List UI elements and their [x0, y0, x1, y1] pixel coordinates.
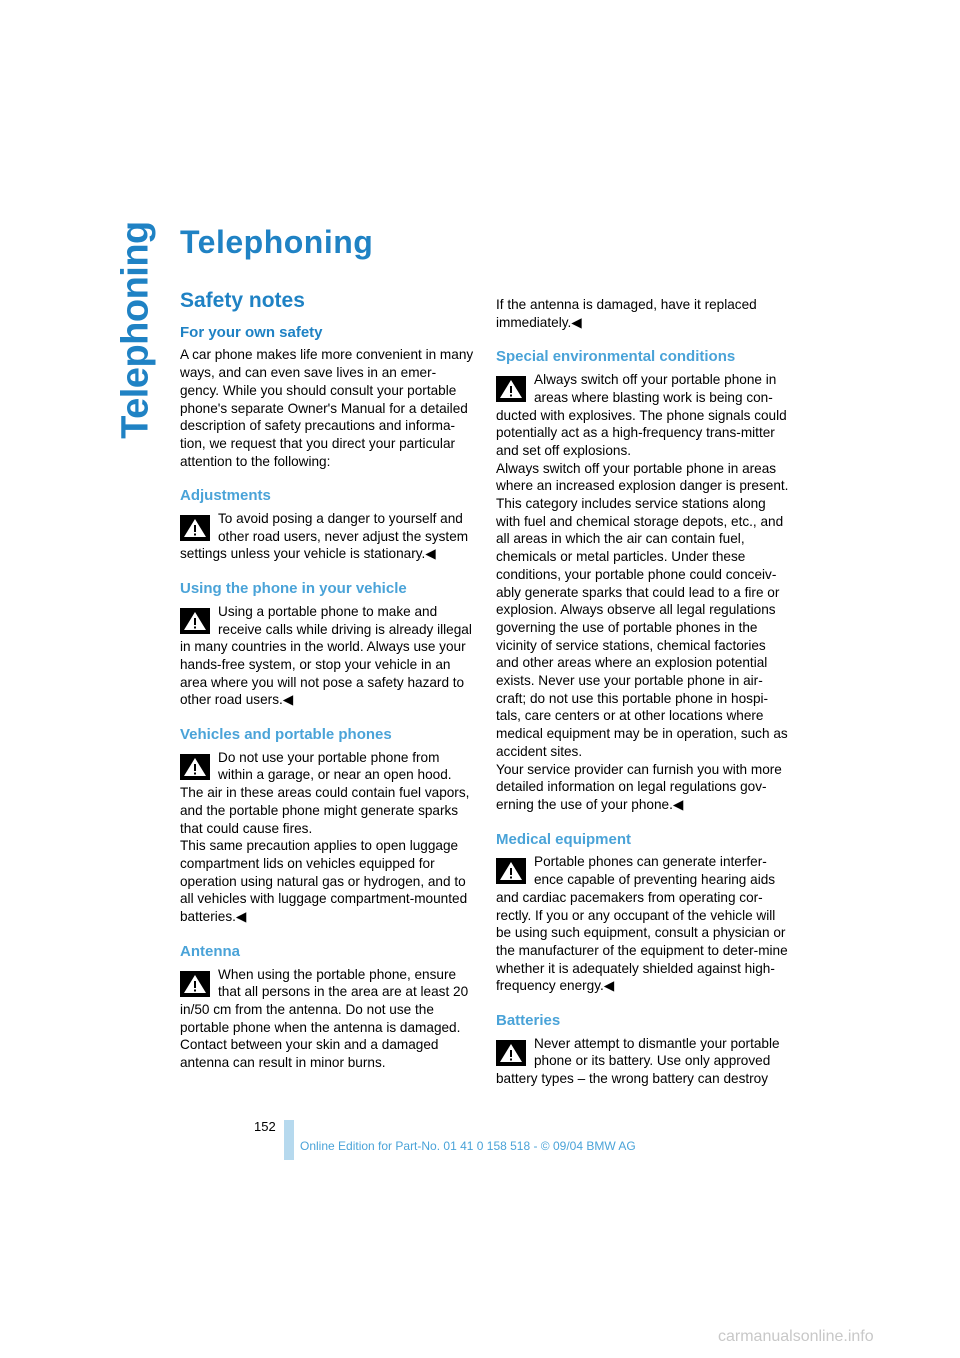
text-adjustments: To avoid posing a danger to yourself and other road users, never adjust the system settings unless your vehicle is stationary.◀ — [180, 511, 469, 562]
text-antenna: When using the portable phone, ensure that all persons in the area are at least 20 in/50 cm from the antenna. Do not use the portable phone when the antenna is damaged. Contact between your skin and a damaged antenna can result in minor burns. — [180, 966, 469, 1071]
text-medical: Portable phones can generate interfer-ence capable of preventing hearing aids and cardiac pacemakers from operating cor-rectly. If you or any occupant of the vehicle will be using such equipment, consult a physician or the manufacturer of the equipment to deter-mine whether it is adequately shielded against high-frequency energy.◀ — [496, 854, 788, 994]
text-environment-3: Your service provider can furnish you with more detailed information on legal regulations gov-erning the use of your phone.◀ — [496, 761, 782, 812]
warning-triangle-icon — [180, 971, 210, 997]
text-own-safety: A car phone makes life more convenient in many ways, and can even save lives in an emer-gency. While you should consult your portable phone's separate Owner's Manual for a detailed description of safety precautions and informa-tion, we request that you direct your particular attention to the following: — [180, 347, 474, 469]
warning-triangle-icon — [496, 376, 526, 402]
heading-own-safety: For your own safety — [180, 323, 323, 341]
heading-vehicles: Vehicles and portable phones — [180, 726, 392, 744]
warning-environment — [496, 371, 790, 814]
side-title — [112, 221, 160, 439]
warning-antenna — [180, 966, 474, 1072]
warning-using-phone — [180, 603, 474, 709]
warning-triangle-icon — [180, 515, 210, 541]
warning-triangle-icon — [496, 858, 526, 884]
text-batteries: Never attempt to dismantle your portable phone or its battery. Use only approved battery types – the wrong battery can destroy — [496, 1035, 780, 1087]
text-environment-1: Always switch off your portable phone in areas where blasting work is being con-ducted with explosives. The phone signals could potentially act as a high-frequency trans-mitter and set off explosions. — [496, 372, 787, 458]
warning-medical — [496, 853, 790, 995]
text-vehicles-2: This same precaution applies to open luggage compartment lids on vehicles equipped for operation using natural gas or hydrogen, and to all vehicles with luggage compartment-mounted batteries.◀ — [180, 838, 468, 925]
text-antenna-continued: If the antenna is damaged, have it replaced immediately.◀ — [496, 297, 757, 330]
warning-triangle-icon — [180, 608, 210, 634]
left-column — [180, 289, 474, 1072]
heading-medical: Medical equipment — [496, 830, 632, 848]
heading-environment: Special environmental conditions — [496, 348, 736, 366]
warning-adjustments — [180, 510, 474, 563]
watermark: carmanualsonline.info — [718, 1328, 874, 1345]
right-column — [496, 296, 790, 1088]
page-number: 152 — [254, 1119, 276, 1134]
page-title: Telephoning — [180, 224, 374, 260]
warning-batteries — [496, 1035, 790, 1088]
text-vehicles-1: Do not use your portable phone from within a garage, or near an open hood. The air in these areas could contain fuel vapors, and the portable phone might generate sparks that could cause fires. — [180, 749, 470, 836]
section-title: Safety notes — [180, 289, 305, 312]
heading-batteries: Batteries — [496, 1012, 561, 1030]
heading-using-phone: Using the phone in your vehicle — [180, 580, 407, 598]
text-using-phone: Using a portable phone to make and receive calls while driving is already illegal in many countries in the world. Always use your hands-free system, or stop your vehicle in an area where you will not pose a safety hazard to other road users.◀ — [180, 603, 472, 708]
warning-vehicles — [180, 749, 474, 926]
footer-edition: Online Edition for Part-No. 01 41 0 158 518 - © 09/04 BMW AG — [300, 1139, 636, 1153]
text-environment-2: Always switch off your portable phone in areas where an increased explosion danger is present. This category includes service stations along with fuel and chemical storage depots, etc., and all areas in which the air can contain fuel, chemicals or metal particles. Under these conditions, your portable phone could conceiv-ably generate sparks that could lead to a fire or explosion. Always observe all legal regulations governing the use of portable phones in the vicinity of service stations, chemical factories and other areas where an explosion potential exists. Never use your portable phone in air-craft; do not use this portable phone in hospi-tals, care centers or at other locations where medical equipment may be in operation, such as accident sites. — [496, 460, 789, 759]
heading-antenna: Antenna — [180, 942, 240, 960]
warning-triangle-icon — [496, 1040, 526, 1066]
warning-triangle-icon — [180, 754, 210, 780]
side-title-text: Telephoning — [114, 221, 157, 439]
heading-adjustments: Adjustments — [180, 487, 271, 505]
footer-bar — [284, 1120, 294, 1160]
